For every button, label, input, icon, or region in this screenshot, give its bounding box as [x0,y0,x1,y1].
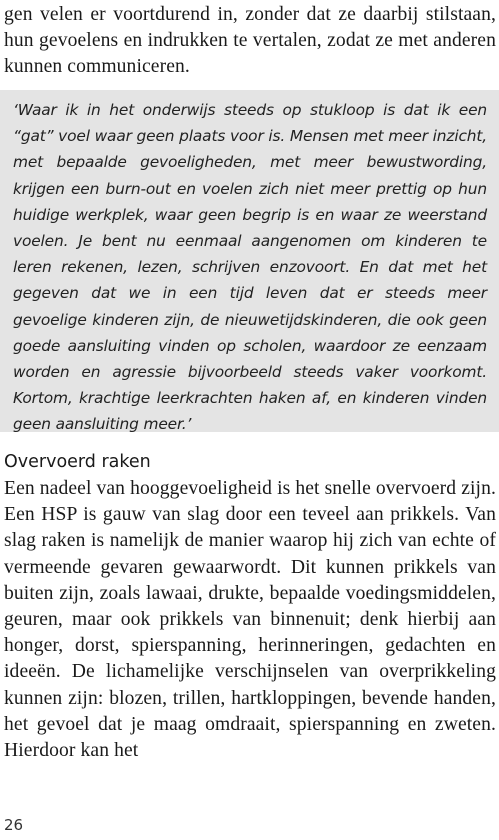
body-paragraph: Een nadeel van hooggevoeligheid is het snelle overvoerd zijn. Een HSP is gauw van slag door een teveel aan prikkels. Van slag raken is namelijk de manier waarop hij zich van echte of vermeende gevaren gewaarwordt. Dit kunnen prikkels van buiten zijn, zoals lawaai, drukte, bepaalde voedingsmiddelen, geuren, maar ook prikkels van binnenuit; denk hierbij aan honger, dorst, spierspanning, herinneringen, gedachten en ideeën. De lichamelijke verschijnselen van overprikkeling kunnen zijn: blozen, trillen, hartkloppingen, bevende handen, het gevoel dat je maag omdraait, spierspanning en zweten. Hierdoor kan het [4,478,496,762]
section-heading: Overvoerd raken [4,452,151,472]
quote-text: ‘Waar ik in het onderwijs steeds op stukloop is dat ik een “gat” voel waar geen plaats voor is. Mensen met meer inzicht, met bepaalde gevoeligheden, met meer bewustwording, krijgen een burn-out en voelen zich niet meer prettig op hun huidige werkplek, waar geen begrip is en waar ze weerstand voelen. Je bent nu eenmaal aangenomen om kinderen te leren rekenen, lezen, schrijven enzovoort. En dat met het gegeven dat we in een tijd leven dat er steeds meer gevoelige kinderen zijn, de nieuwetijdskinderen, die ook geen goede aansluiting vinden op scholen, waardoor ze eenzaam worden en agressie bijvoorbeeld steeds vaker voorkomt. Kortom, krachtige leerkrachten haken af, en kinderen vinden geen aansluiting meer.’ [13,101,487,434]
page-number: 26 [4,816,24,834]
intro-paragraph: gen velen er voortdurend in, zonder dat ze daarbij stilstaan, hun gevoelens en indrukken te vertalen, zodat ze met anderen kunnen communiceren. [4,4,496,77]
